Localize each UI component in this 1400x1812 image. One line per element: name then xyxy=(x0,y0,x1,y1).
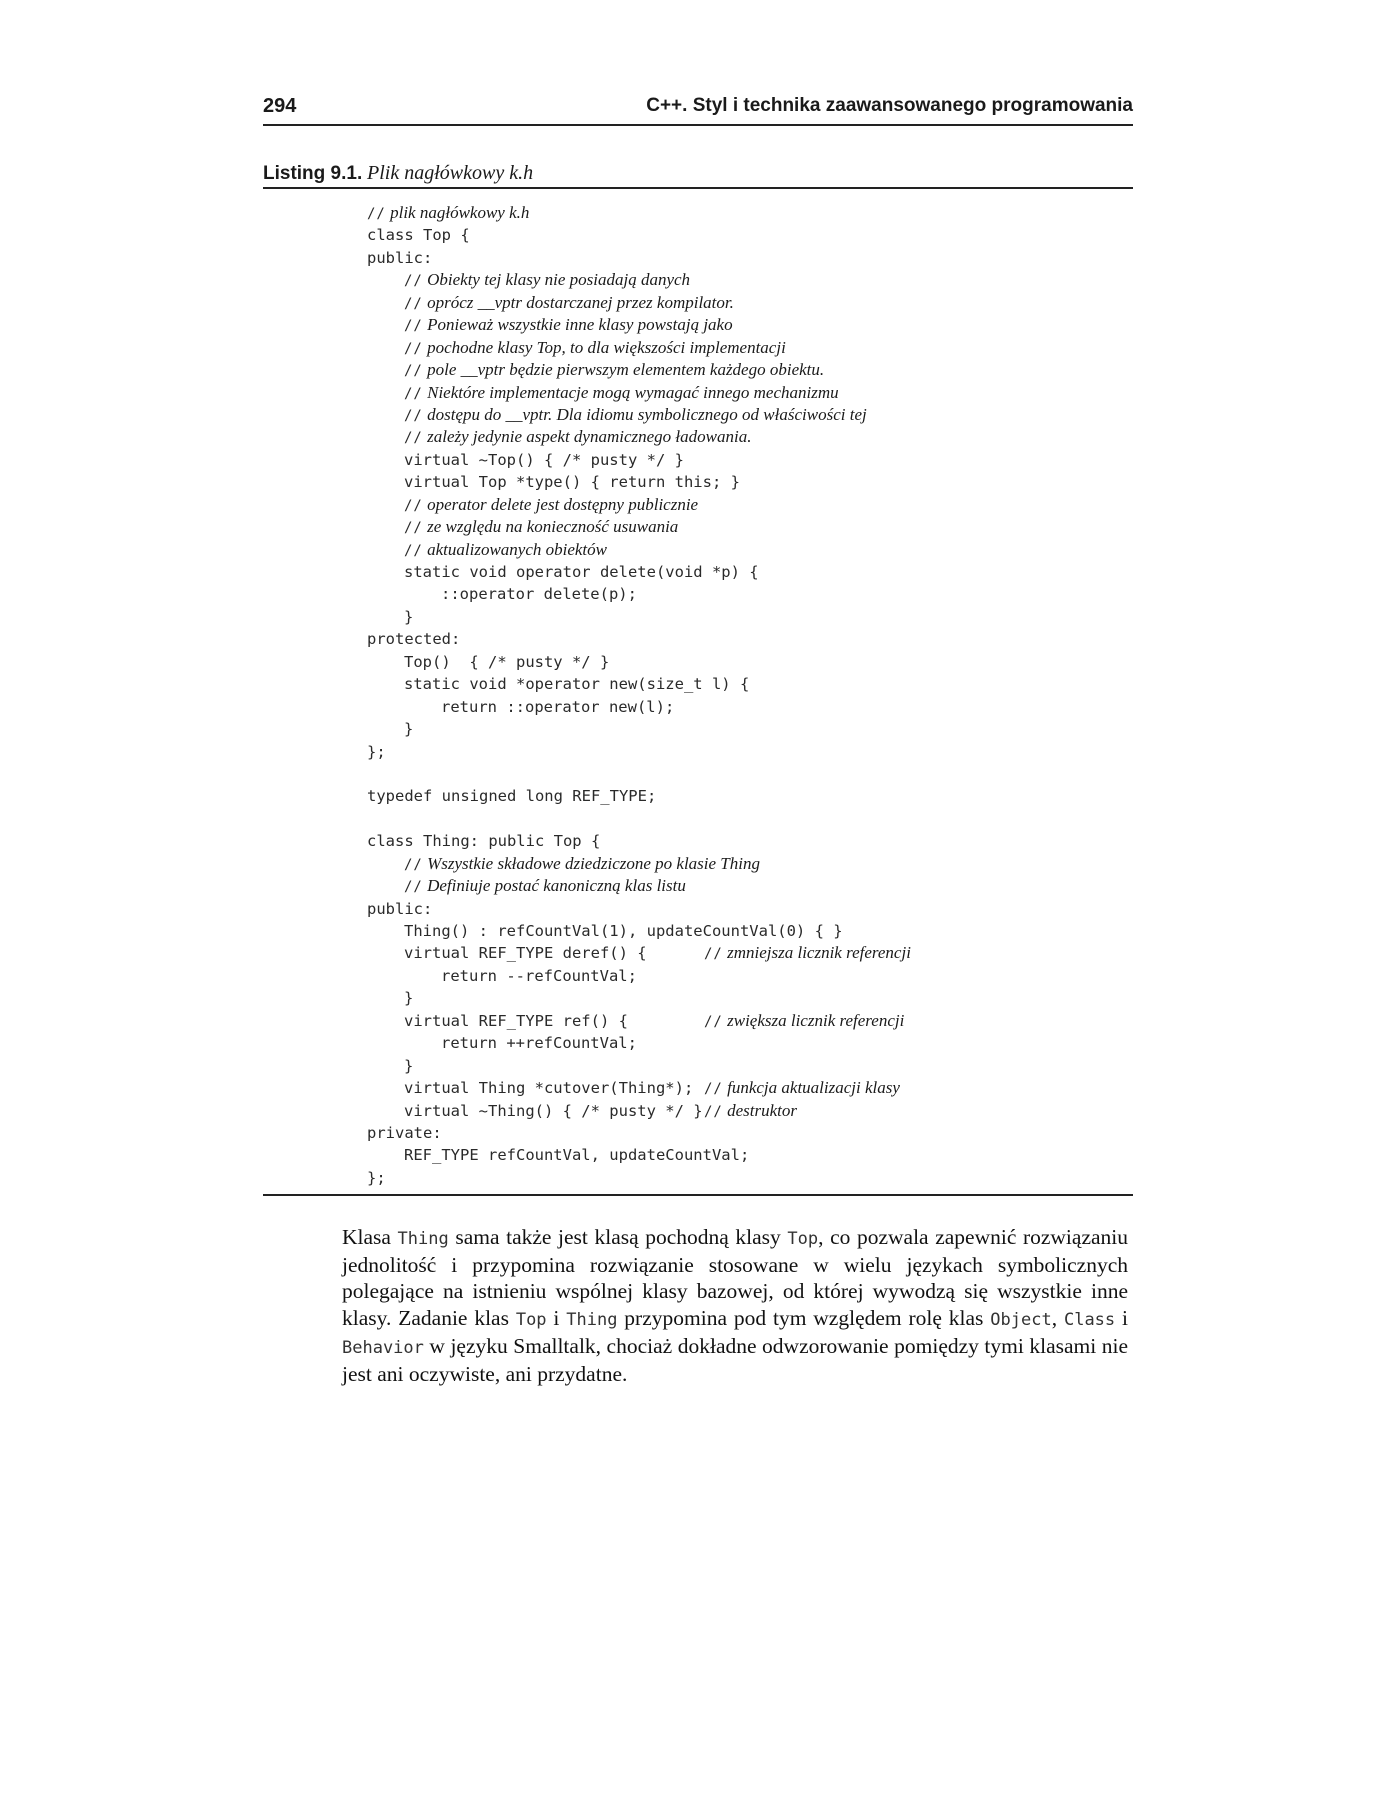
comment-text: Definiuje postać kanoniczną klas listu xyxy=(427,876,686,896)
listing-label: Listing 9.1. xyxy=(263,163,363,184)
code-line xyxy=(367,269,1127,291)
running-title: C++. Styl i technika zaawansowanego programowania xyxy=(646,95,1133,116)
code-comment: // Wszystkie składowe dziedziczone po klasie Thing xyxy=(404,853,760,873)
code-line xyxy=(367,1077,1127,1099)
code-text: public: xyxy=(367,899,433,918)
code-text: virtual REF_TYPE deref() { xyxy=(404,944,647,963)
code-comment: // oprócz __vptr dostarczanej przez kompilator. xyxy=(404,292,734,312)
code-line xyxy=(367,561,1127,583)
code-line xyxy=(367,1055,1127,1077)
code-line xyxy=(367,606,1127,628)
code-text: static void operator delete(void *p) { xyxy=(404,563,759,581)
comment-text: Niektóre implementacje mogą wymagać innego mechanizmu xyxy=(427,382,839,402)
listing-bottom-rule xyxy=(263,1194,1133,1196)
code-line xyxy=(367,965,1127,987)
code-text: } xyxy=(404,989,414,1008)
code-line xyxy=(367,247,1127,269)
comment-text: plik nagłówkowy k.h xyxy=(390,203,530,222)
code-line xyxy=(367,696,1127,718)
inline-code: Top xyxy=(515,1309,547,1330)
comment-text: zależy jedynie aspekt dynamicznego ładowania. xyxy=(427,427,752,447)
code-line xyxy=(367,763,1127,785)
code-comment: // ze względu na konieczność usuwania xyxy=(404,517,679,537)
code-comment: // pochodne klasy Top, to dla większości implementacji xyxy=(404,337,786,357)
code-text: static void *operator new(size_t l) { xyxy=(404,675,750,694)
comment-text: operator delete jest dostępny publicznie xyxy=(427,494,699,514)
code-line xyxy=(367,314,1127,336)
comment-text: Ponieważ wszystkie inne klasy powstają jako xyxy=(427,315,733,335)
code-line xyxy=(367,516,1127,538)
code-text: return ::operator new(l); xyxy=(441,697,675,716)
comment-text: dostępu do __vptr. Dla idiomu symbolicznego od właściwości tej xyxy=(427,404,867,424)
trailing-comment: // zwiększa licznik referencji xyxy=(704,1010,905,1030)
trailing-comment: // zmniejsza licznik referencji xyxy=(704,943,911,963)
trailing-comment: // funkcja aktualizacji klasy xyxy=(704,1078,900,1098)
code-text: } xyxy=(404,720,414,739)
trailing-comment-text: funkcja aktualizacji klasy xyxy=(727,1078,900,1098)
trailing-comment-text: zmniejsza licznik referencji xyxy=(727,943,911,963)
code-text: ::operator delete(p); xyxy=(441,585,637,604)
code-line xyxy=(367,1144,1127,1166)
code-text: typedef unsigned long REF_TYPE; xyxy=(367,787,657,806)
code-line xyxy=(367,539,1127,561)
code-line xyxy=(367,494,1127,516)
code-comment: // operator delete jest dostępny publicznie xyxy=(404,494,699,514)
paragraph-text: i xyxy=(546,1305,567,1330)
code-line xyxy=(367,404,1127,426)
trailing-comment-text: zwiększa licznik referencji xyxy=(727,1010,905,1030)
code-line xyxy=(367,359,1127,381)
code-text: class Top { xyxy=(367,226,470,245)
code-text: private: xyxy=(367,1123,442,1142)
paragraph-text: w języku Smalltalk, chociaż dokładne odwzorowanie pomiędzy tymi klasami nie jest ani oczywiste, ani przydatne. xyxy=(342,1333,1128,1387)
comment-text: ze względu na konieczność usuwania xyxy=(427,517,679,537)
comment-text: Wszystkie składowe dziedziczone po klasie Thing xyxy=(427,853,760,873)
inline-code: Thing xyxy=(397,1229,449,1249)
code-line xyxy=(367,1032,1127,1054)
code-line xyxy=(367,583,1127,605)
caption-rule xyxy=(263,187,1133,189)
code-text: virtual Top *type() { return this; } xyxy=(404,473,740,492)
code-line xyxy=(367,426,1127,448)
paragraph-text: przypomina pod tym względem rolę klas xyxy=(617,1305,991,1330)
header-rule xyxy=(263,124,1133,126)
code-line xyxy=(367,875,1127,897)
code-comment: // dostępu do __vptr. Dla idiomu symbolicznego od właściwości tej xyxy=(404,404,867,424)
code-comment: // Obiekty tej klasy nie posiadają danych xyxy=(404,270,691,290)
code-line xyxy=(367,382,1127,404)
trailing-comment-text: destruktor xyxy=(727,1100,797,1120)
code-comment: // Definiuje postać kanoniczną klas listu xyxy=(404,876,686,896)
code-text: class Thing: public Top { xyxy=(367,832,601,851)
code-line xyxy=(367,718,1127,740)
code-text: Top() { /* pusty */ } xyxy=(404,652,610,671)
code-line xyxy=(367,942,1127,964)
code-text: virtual REF_TYPE ref() { xyxy=(404,1011,628,1030)
code-listing xyxy=(367,202,1127,1189)
body-paragraph xyxy=(342,1224,1128,1387)
paragraph-text: , co pozwala zapewnić rozwiązaniu jednolitość i przypomina rozwiązanie stosowane w wielu językach symbolicznych polegające na istnieniu wspólnej klasy bazowej, od której wywodzą się wszystkie inne klasy. Zadanie klas xyxy=(342,1225,1129,1330)
comment-text: pole __vptr będzie pierwszym elementem każdego obiektu. xyxy=(427,360,825,380)
inline-code: Behavior xyxy=(342,1337,424,1358)
paragraph-text: , xyxy=(1051,1305,1064,1330)
code-line xyxy=(367,292,1127,314)
comment-text: pochodne klasy Top, to dla większości implementacji xyxy=(427,337,786,357)
inline-code: Thing xyxy=(566,1309,618,1330)
code-line xyxy=(367,1100,1127,1122)
listing-title: Plik nagłówkowy k.h xyxy=(367,162,534,184)
trailing-comment: // destruktor xyxy=(704,1100,797,1120)
code-line xyxy=(367,1122,1127,1144)
code-line xyxy=(367,673,1127,695)
code-comment: // plik nagłówkowy k.h xyxy=(367,203,530,222)
comment-text: oprócz __vptr dostarczanej przez kompilator. xyxy=(427,292,734,312)
code-text: protected: xyxy=(367,630,461,649)
code-line xyxy=(367,337,1127,359)
comment-text: Obiekty tej klasy nie posiadają danych xyxy=(427,270,691,290)
code-text: }; xyxy=(367,1168,386,1187)
code-comment: // aktualizowanych obiektów xyxy=(404,539,607,559)
code-text: virtual ~Top() { /* pusty */ } xyxy=(404,450,684,469)
listing-caption xyxy=(263,162,1133,188)
code-text: REF_TYPE refCountVal, updateCountVal; xyxy=(404,1146,750,1165)
code-line xyxy=(367,471,1127,493)
code-line xyxy=(367,1167,1127,1189)
code-line xyxy=(367,830,1127,852)
page-header xyxy=(263,95,1133,125)
code-comment: // Ponieważ wszystkie inne klasy powstają jako xyxy=(404,315,733,335)
code-text: }; xyxy=(367,742,386,761)
code-line xyxy=(367,1010,1127,1032)
code-line xyxy=(367,808,1127,830)
code-text: } xyxy=(404,1056,414,1075)
paragraph-text: sama także jest klasą pochodną klasy xyxy=(448,1225,788,1249)
code-line xyxy=(367,628,1127,650)
code-comment: // pole __vptr będzie pierwszym elementem każdego obiektu. xyxy=(404,360,825,380)
inline-code: Object xyxy=(990,1309,1052,1330)
code-text: } xyxy=(404,607,414,626)
code-line xyxy=(367,853,1127,875)
code-line xyxy=(367,449,1127,471)
code-line xyxy=(367,224,1127,246)
inline-code: Class xyxy=(1063,1309,1116,1330)
code-line xyxy=(367,987,1127,1009)
code-line xyxy=(367,898,1127,920)
code-line xyxy=(367,741,1127,763)
paragraph-text: i xyxy=(1115,1305,1128,1330)
code-line xyxy=(367,651,1127,673)
code-text: Thing() : refCountVal(1), updateCountVal(0) { } xyxy=(404,922,843,940)
code-line xyxy=(367,920,1127,942)
code-comment: // Niektóre implementacje mogą wymagać innego mechanizmu xyxy=(404,382,839,402)
comment-text: aktualizowanych obiektów xyxy=(427,539,607,559)
code-text: return ++refCountVal; xyxy=(441,1034,637,1053)
page-number: 294 xyxy=(263,95,297,117)
code-text: virtual ~Thing() { /* pusty */ } xyxy=(404,1101,703,1120)
paragraph-text: Klasa xyxy=(342,1225,398,1249)
code-line xyxy=(367,202,1127,224)
code-text: return --refCountVal; xyxy=(441,966,637,985)
code-comment: // zależy jedynie aspekt dynamicznego ładowania. xyxy=(404,427,752,447)
inline-code: Top xyxy=(787,1229,819,1249)
code-text: public: xyxy=(367,248,433,267)
code-text: virtual Thing *cutover(Thing*); xyxy=(404,1079,694,1098)
code-line xyxy=(367,785,1127,807)
